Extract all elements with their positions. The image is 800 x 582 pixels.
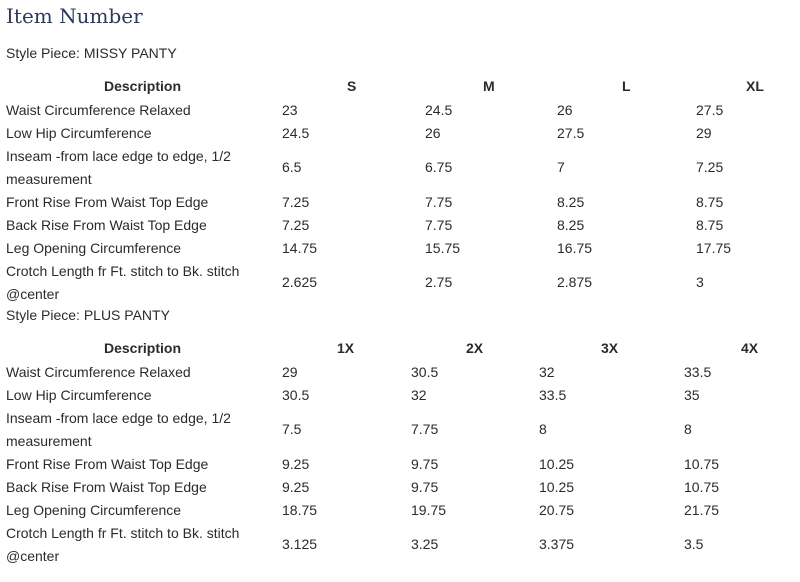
cell-value: 9.75 (411, 479, 439, 495)
row-label: Back Rise From Waist Top Edge (6, 217, 207, 233)
table-row (0, 453, 800, 476)
column-header-description: Description (104, 78, 182, 94)
row-label: Inseam -from lace edge to edge, 1/2 measurement (6, 148, 231, 187)
cell-value: 24.5 (425, 102, 453, 118)
column-header-size-3: 3X (601, 340, 619, 356)
cell-value: 8.75 (696, 217, 724, 233)
column-header-size-4: XL (746, 78, 764, 94)
cell-value: 7.25 (696, 159, 724, 175)
row-label: Leg Opening Circumference (6, 502, 182, 518)
column-header-size-3: L (622, 78, 631, 94)
page-title: Item Number (6, 4, 143, 28)
cell-value: 8.25 (557, 217, 585, 233)
row-label: Low Hip Circumference (6, 387, 152, 403)
cell-value: 10.25 (539, 479, 575, 495)
row-label: Back Rise From Waist Top Edge (6, 479, 207, 495)
table-row (0, 476, 800, 499)
cell-value: 3.375 (539, 536, 575, 552)
cell-value: 33.5 (539, 387, 567, 403)
cell-value: 9.25 (282, 479, 310, 495)
row-label: Waist Circumference Relaxed (6, 364, 191, 380)
cell-value: 3.25 (411, 536, 439, 552)
cell-value: 27.5 (557, 125, 585, 141)
table-row (0, 99, 800, 122)
column-header-size-1: S (347, 78, 357, 94)
cell-value: 26 (425, 125, 441, 141)
table-row (0, 407, 800, 453)
table-row (0, 384, 800, 407)
style-piece-missy: Style Piece: MISSY PANTY (6, 45, 177, 61)
table-row (0, 145, 800, 191)
column-header-size-4: 4X (741, 340, 759, 356)
cell-value: 18.75 (282, 502, 318, 518)
cell-value: 30.5 (282, 387, 310, 403)
table-row (0, 214, 800, 237)
cell-value: 7.75 (425, 194, 453, 210)
cell-value: 10.75 (684, 479, 720, 495)
cell-value: 20.75 (539, 502, 575, 518)
cell-value: 2.625 (282, 274, 318, 290)
cell-value: 7.75 (425, 217, 453, 233)
table-row (0, 237, 800, 260)
cell-value: 9.25 (282, 456, 310, 472)
cell-value: 7 (557, 159, 565, 175)
cell-value: 23 (282, 102, 298, 118)
cell-value: 33.5 (684, 364, 712, 380)
cell-value: 21.75 (684, 502, 720, 518)
cell-value: 8 (539, 421, 547, 437)
table-row (0, 122, 800, 145)
cell-value: 15.75 (425, 240, 461, 256)
row-label: Crotch Length fr Ft. stitch to Bk. stitch @center (6, 263, 240, 302)
table-row (0, 260, 800, 306)
table-row (0, 499, 800, 522)
table-row (0, 191, 800, 214)
cell-value: 29 (282, 364, 298, 380)
cell-value: 8 (684, 421, 692, 437)
cell-value: 26 (557, 102, 573, 118)
cell-value: 8.75 (696, 194, 724, 210)
column-header-size-2: M (483, 78, 495, 94)
cell-value: 9.75 (411, 456, 439, 472)
table-row (0, 522, 800, 568)
cell-value: 2.75 (425, 274, 453, 290)
row-label: Waist Circumference Relaxed (6, 102, 191, 118)
column-header-description: Description (104, 340, 182, 356)
row-label: Front Rise From Waist Top Edge (6, 456, 209, 472)
cell-value: 10.25 (539, 456, 575, 472)
row-label: Leg Opening Circumference (6, 240, 182, 256)
cell-value: 3.125 (282, 536, 318, 552)
cell-value: 35 (684, 387, 700, 403)
cell-value: 14.75 (282, 240, 318, 256)
cell-value: 17.75 (696, 240, 732, 256)
cell-value: 3.5 (684, 536, 704, 552)
cell-value: 7.25 (282, 194, 310, 210)
column-header-size-1: 1X (337, 340, 355, 356)
row-label: Inseam -from lace edge to edge, 1/2 measurement (6, 410, 231, 449)
cell-value: 32 (411, 387, 427, 403)
cell-value: 7.5 (282, 421, 302, 437)
cell-value: 27.5 (696, 102, 724, 118)
cell-value: 8.25 (557, 194, 585, 210)
cell-value: 2.875 (557, 274, 593, 290)
cell-value: 3 (696, 274, 704, 290)
cell-value: 10.75 (684, 456, 720, 472)
table-row (0, 361, 800, 384)
row-label: Low Hip Circumference (6, 125, 152, 141)
cell-value: 29 (696, 125, 712, 141)
cell-value: 16.75 (557, 240, 593, 256)
column-header-size-2: 2X (466, 340, 484, 356)
cell-value: 6.75 (425, 159, 453, 175)
row-label: Crotch Length fr Ft. stitch to Bk. stitch @center (6, 525, 240, 564)
cell-value: 19.75 (411, 502, 447, 518)
cell-value: 7.75 (411, 421, 439, 437)
cell-value: 6.5 (282, 159, 302, 175)
cell-value: 30.5 (411, 364, 439, 380)
row-label: Front Rise From Waist Top Edge (6, 194, 209, 210)
cell-value: 24.5 (282, 125, 310, 141)
cell-value: 7.25 (282, 217, 310, 233)
cell-value: 32 (539, 364, 555, 380)
style-piece-plus: Style Piece: PLUS PANTY (6, 307, 170, 323)
